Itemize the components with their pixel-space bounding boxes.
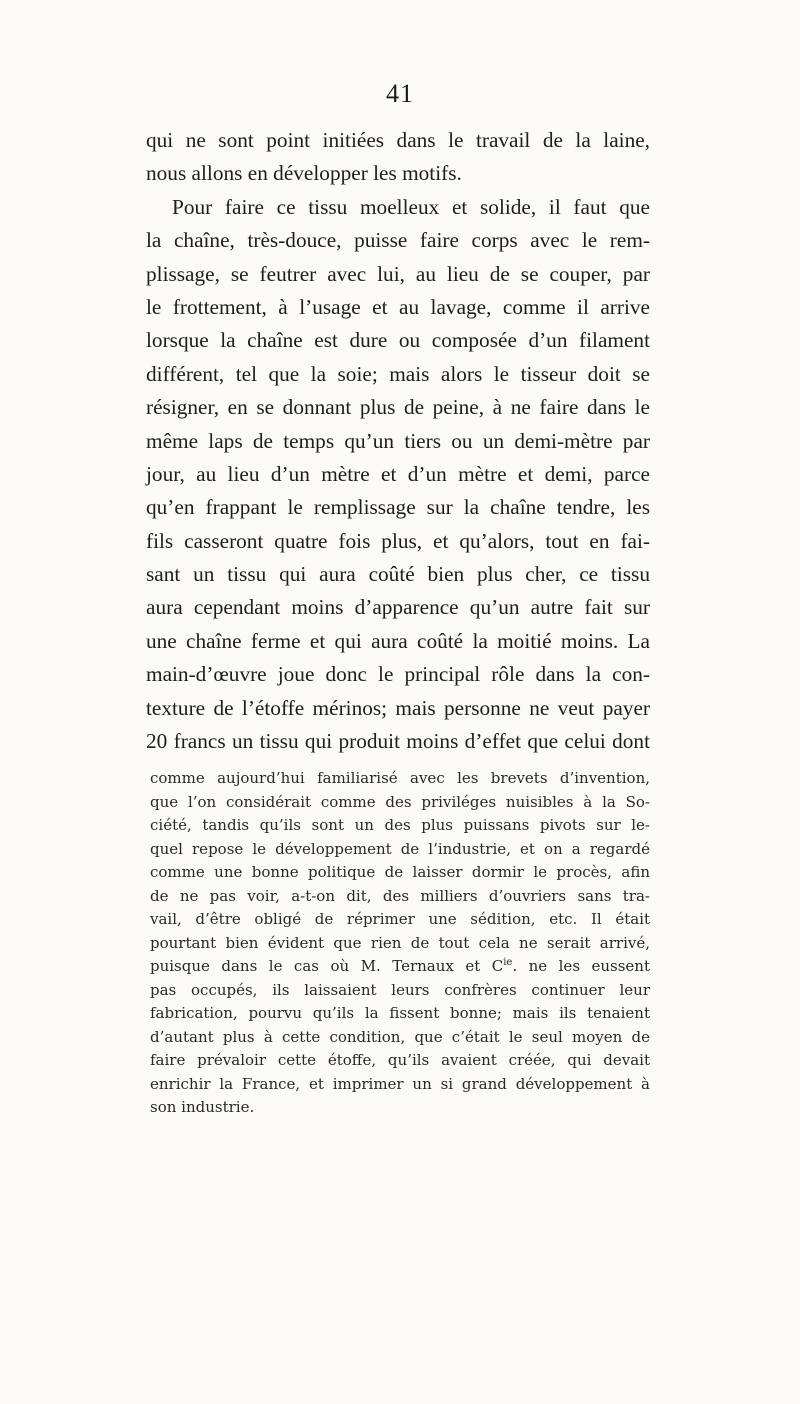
text-line: 20 francs un tissu qui produit moins d’effet que celui dont: [146, 729, 650, 754]
footnote-line: de ne pas voir, a-t-on dit, des milliers d’ouvriers sans tra-: [150, 886, 650, 905]
text-line: résigner, en se donnant plus de peine, à ne faire dans le: [146, 395, 650, 420]
text-line: plissage, se feutrer avec lui, au lieu de se couper, par: [146, 261, 650, 286]
text-line: une chaîne ferme et qui aura coûté la moitié moins. La: [146, 628, 650, 653]
footnote-line: ciété, tandis qu’ils sont un des plus puissans pivots sur le-: [150, 816, 650, 834]
page-number: 41: [386, 79, 414, 108]
footnote-line: quel repose le développement de l’industrie, et on a regardé: [150, 839, 650, 858]
text-line: main-d’œuvre joue donc le principal rôle dans la con-: [146, 662, 650, 687]
footnote-line: pas occupés, ils laissaient leurs confrères continuer leur: [150, 980, 650, 999]
text-line: qu’en frappant le remplissage sur la chaîne tendre, les: [146, 495, 650, 520]
footnote-line: [150, 955, 650, 979]
text-line: aura cependant moins d’apparence qu’un autre fait sur: [146, 595, 650, 620]
footnote-block: [150, 767, 650, 1120]
footnote-line: son industrie.: [150, 1098, 255, 1116]
text-line: jour, au lieu d’un mètre et d’un mètre et demi, parce: [146, 461, 650, 486]
text-line: texture de l’étoffe mérinos; mais personne ne veut payer: [146, 695, 650, 720]
text-line: lorsque la chaîne est dure ou composée d’un filament: [146, 328, 650, 353]
footnote-line: enrichir la France, et imprimer un si grand développement à: [150, 1074, 650, 1093]
text-line: différent, tel que la soie; mais alors le tisseur doit se: [146, 361, 650, 386]
footnote-text: puisque dans le cas où M. Ternaux et C: [150, 957, 504, 975]
footnote-line: comme aujourd’hui familiarisé avec les brevets d’invention,: [150, 769, 650, 787]
footnote-line: que l’on considérait comme des priviléges nuisibles à la So-: [150, 792, 650, 811]
text-line: qui ne sont point initiées dans le travail de la laine,: [146, 128, 650, 152]
footnote-line: pourtant bien évident que rien de tout cela ne serait arrivé,: [150, 933, 650, 952]
text-line: la chaîne, très-douce, puisse faire corps avec le rem-: [146, 228, 650, 253]
text-line: Pour faire ce tissu moelleux et solide, il faut que: [172, 194, 650, 219]
text-line: fils casseront quatre fois plus, et qu’alors, tout en fai-: [146, 528, 650, 553]
footnote-line: vail, d’être obligé de réprimer une sédition, etc. Il était: [150, 910, 650, 928]
footnote-line: d’autant plus à cette condition, que c’était le seul moyen de: [150, 1027, 650, 1046]
text-line: le frottement, à l’usage et au lavage, comme il arrive: [146, 294, 650, 319]
main-text-block: [146, 124, 650, 758]
text-line: sant un tissu qui aura coûté bien plus cher, ce tissu: [146, 562, 650, 587]
footnote-line: faire prévaloir cette étoffe, qu’ils avaient créée, qui devait: [150, 1051, 650, 1069]
text-line: nous allons en développer les motifs.: [146, 161, 462, 186]
footnote-text: . ne les eussent: [512, 957, 650, 975]
footnote-line: comme une bonne politique de laisser dormir le procès, afin: [150, 863, 650, 881]
text-line: même laps de temps qu’un tiers ou un demi-mètre par: [146, 428, 650, 453]
superscript-abbreviation: ie: [503, 957, 513, 968]
footnote-line: fabrication, pourvu qu’ils la fissent bonne; mais ils tenaient: [150, 1004, 650, 1022]
